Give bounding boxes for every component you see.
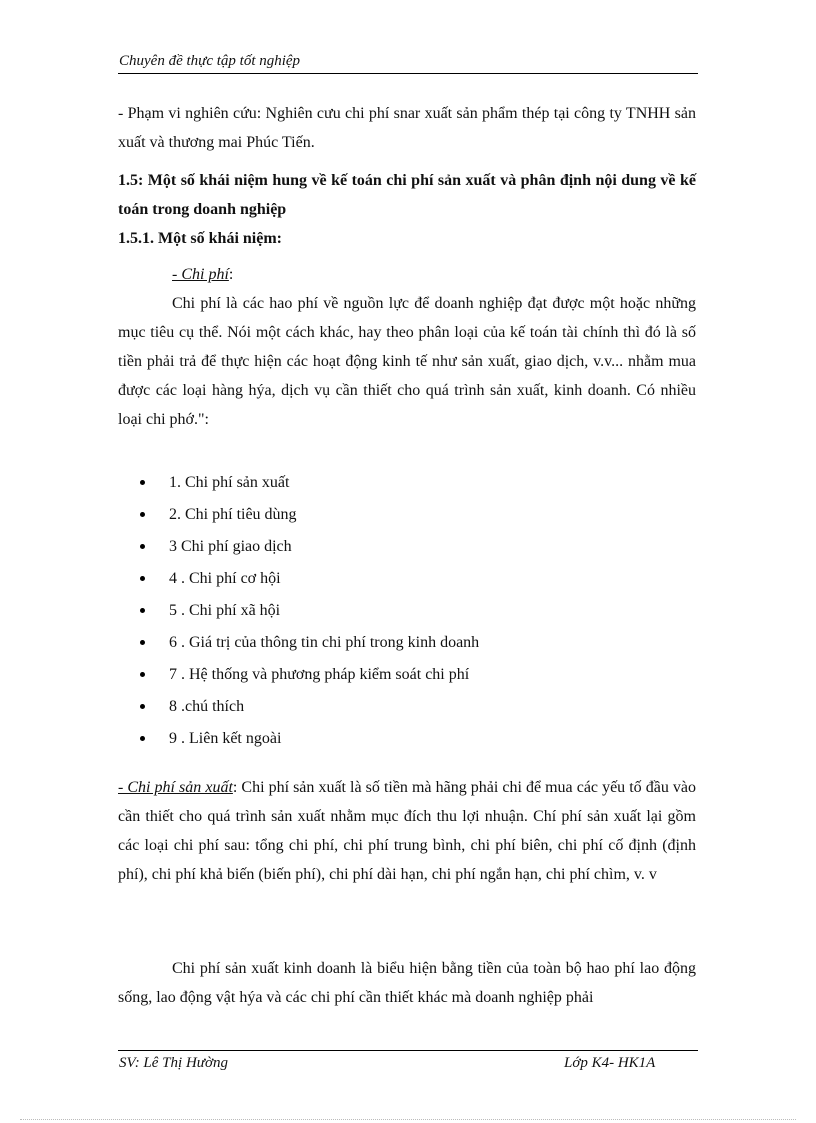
chi-phi-label-line	[172, 260, 233, 289]
header-title: Chuyên đề thực tập tốt nghiệp	[119, 53, 301, 69]
list-item: 1. Chi phí sản xuất	[140, 468, 479, 500]
chi-phi-san-xuat-paragraph	[118, 773, 696, 889]
bullet-icon	[140, 672, 145, 677]
list-item: 7 . Hệ thống và phương pháp kiểm soát chi phí	[140, 660, 479, 692]
bullet-icon	[140, 480, 145, 485]
chi-phi-san-xuat-text: : Chi phí sản xuất là số tiền mà hãng phải chi để mua các yếu tố đầu vào cần thiết cho quá trình sản xuất nhằm mục đích thu lợi nhuận. Chí phí sản xuất lại gồm các loại chi phí sau: tổng chi phí, chi phí trung bình, chi phí biên, chi phí cố định (định phí), chi phí khả biến (biến phí), chi phí dài hạn, chi phí ngắn hạn, chi phí chìm, v. v	[118, 779, 696, 883]
list-item: 6 . Giá trị của thông tin chi phí trong kinh doanh	[140, 628, 479, 660]
cost-types-list	[140, 468, 479, 756]
section-heading-1-5-1: 1.5.1. Một số khái niệm:	[118, 230, 282, 247]
page-edge-divider	[20, 1119, 796, 1120]
bullet-icon	[140, 608, 145, 613]
bullet-icon	[140, 640, 145, 645]
bullet-icon	[140, 544, 145, 549]
bullet-icon	[140, 576, 145, 581]
list-item: 4 . Chi phí cơ hội	[140, 564, 479, 596]
cpsxkd-paragraph: Chi phí sản xuất kinh doanh là biểu hiện bằng tiền của toàn bộ hao phí lao động sống, lao động vật hýa và các chi phí cần thiết khác mà doanh nghiệp phải	[118, 960, 696, 1006]
chi-phi-label: - Chi phí	[172, 266, 229, 283]
chi-phi-san-xuat-label: - Chi phí sản xuất	[118, 779, 233, 796]
scope-paragraph: - Phạm vi nghiên cứu: Nghiên cưu chi phí snar xuất sản phẩm thép tại công ty TNHH sản xuất và thương mai Phúc Tiến.	[118, 105, 696, 151]
header-divider	[118, 73, 698, 74]
footer-divider	[118, 1050, 698, 1051]
list-item: 3 Chi phí giao dịch	[140, 532, 479, 564]
bullet-icon	[140, 736, 145, 741]
bullet-icon	[140, 704, 145, 709]
list-item: 8 .chú thích	[140, 692, 479, 724]
footer-class: Lớp K4- HK1A	[564, 1055, 656, 1071]
list-item: 5 . Chi phí xã hội	[140, 596, 479, 628]
chi-phi-colon: :	[228, 266, 234, 283]
footer-student: SV: Lê Thị Hường	[119, 1055, 228, 1071]
bullet-icon	[140, 512, 145, 517]
chi-phi-paragraph: Chi phí là các hao phí về nguồn lực để doanh nghiệp đạt được một hoặc những mục tiêu cụ thể. Nói một cách khác, hay theo phân loại của kế toán tài chính thì đó là số tiền phải trả để thực hiện các hoạt động kinh tế như sản xuất, giao dịch, v.v... nhằm mua được các loại hàng hýa, dịch vụ cần thiết cho quá trình sản xuất, kinh doanh. Có nhiều loại chi phớ.":	[118, 295, 696, 428]
list-item: 9 . Liên kết ngoài	[140, 724, 479, 756]
section-heading-1-5: 1.5: Một số khái niệm hung về kế toán chi phí sản xuất và phân định nội dung về kế toán trong doanh nghiệp	[118, 172, 696, 218]
list-item: 2. Chi phí tiêu dùng	[140, 500, 479, 532]
